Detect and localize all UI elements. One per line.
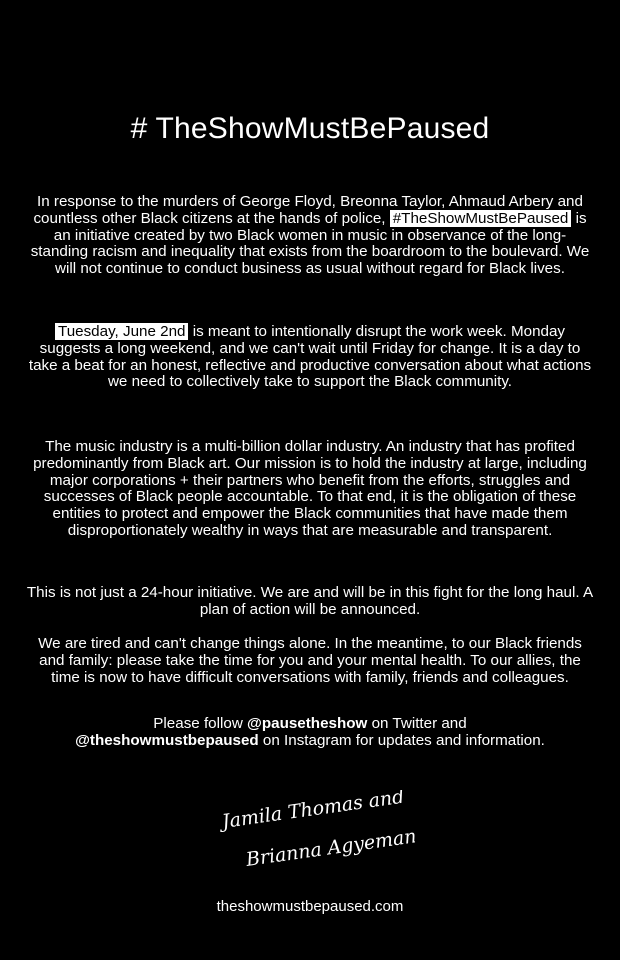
paragraph-allies: We are tired and can't change things alone. In the meantime, to our Black friends and family: please take the time for you and your mental health. To our allies, the time is now to have difficult conversations with family, friends and colleagues. [38, 635, 582, 686]
paragraph-follow [26, 716, 594, 750]
paragraph-date [26, 324, 594, 391]
website-url[interactable]: theshowmustbepaused.com [216, 898, 404, 915]
follow-text-end: on Instagram for updates and information. [262, 731, 545, 749]
paragraph-initiative: This is not just a 24-hour initiative. We are and will be in this fight for the long haul. A plan of action will be announced. [26, 584, 594, 618]
signature [215, 790, 415, 880]
follow-text: Please follow [153, 715, 243, 732]
hashtag-highlight: #TheShowMustBePaused [390, 210, 572, 227]
paragraph-intro [26, 194, 594, 278]
follow-text-middle: on Twitter and [371, 715, 467, 732]
paragraph-intro-text-cont: is an initiative created by two Black women in music in observance of the long-standing racism and inequality that exists from the boardroom to the boulevard. We will not continue to conduct business as usual without regard for Black lives. [30, 209, 590, 278]
signature-line-1: Jamila Thomas and [220, 790, 406, 833]
twitter-handle[interactable]: @pausetheshow [247, 715, 368, 732]
paragraph-industry: The music industry is a multi-billion dollar industry. An industry that has profited predominantly from Black art. Our mission is to hold the industry at large, including major corporations + their partners who benefit from the efforts, struggles and successes of Black people accountable. To that end, it is the obligation of these entities to protect and empower the Black communities that have made them disproportionately wealthy in ways that are measurable and transparent. [33, 438, 587, 539]
signature-drawing [215, 790, 415, 880]
paragraph-intro-text: In response to the murders of George Floyd, Breonna Taylor, Ahmaud Arbery and countless other Black citizens at the hands of police, [33, 193, 583, 227]
signature-line-2: Brianna Agyemang [244, 823, 415, 871]
page-title: # TheShowMustBePaused [130, 112, 490, 145]
date-highlight: Tuesday, June 2nd [55, 323, 189, 340]
paragraph-date-text: is meant to intentionally disrupt the work week. Monday suggests a long weekend, and we can't wait until Friday for change. It is a day to take a beat for an honest, reflective and productive conversation about what actions we need to collectively take to support the Black community. [28, 323, 592, 391]
instagram-handle[interactable]: @theshowmustbepaused [75, 731, 259, 749]
